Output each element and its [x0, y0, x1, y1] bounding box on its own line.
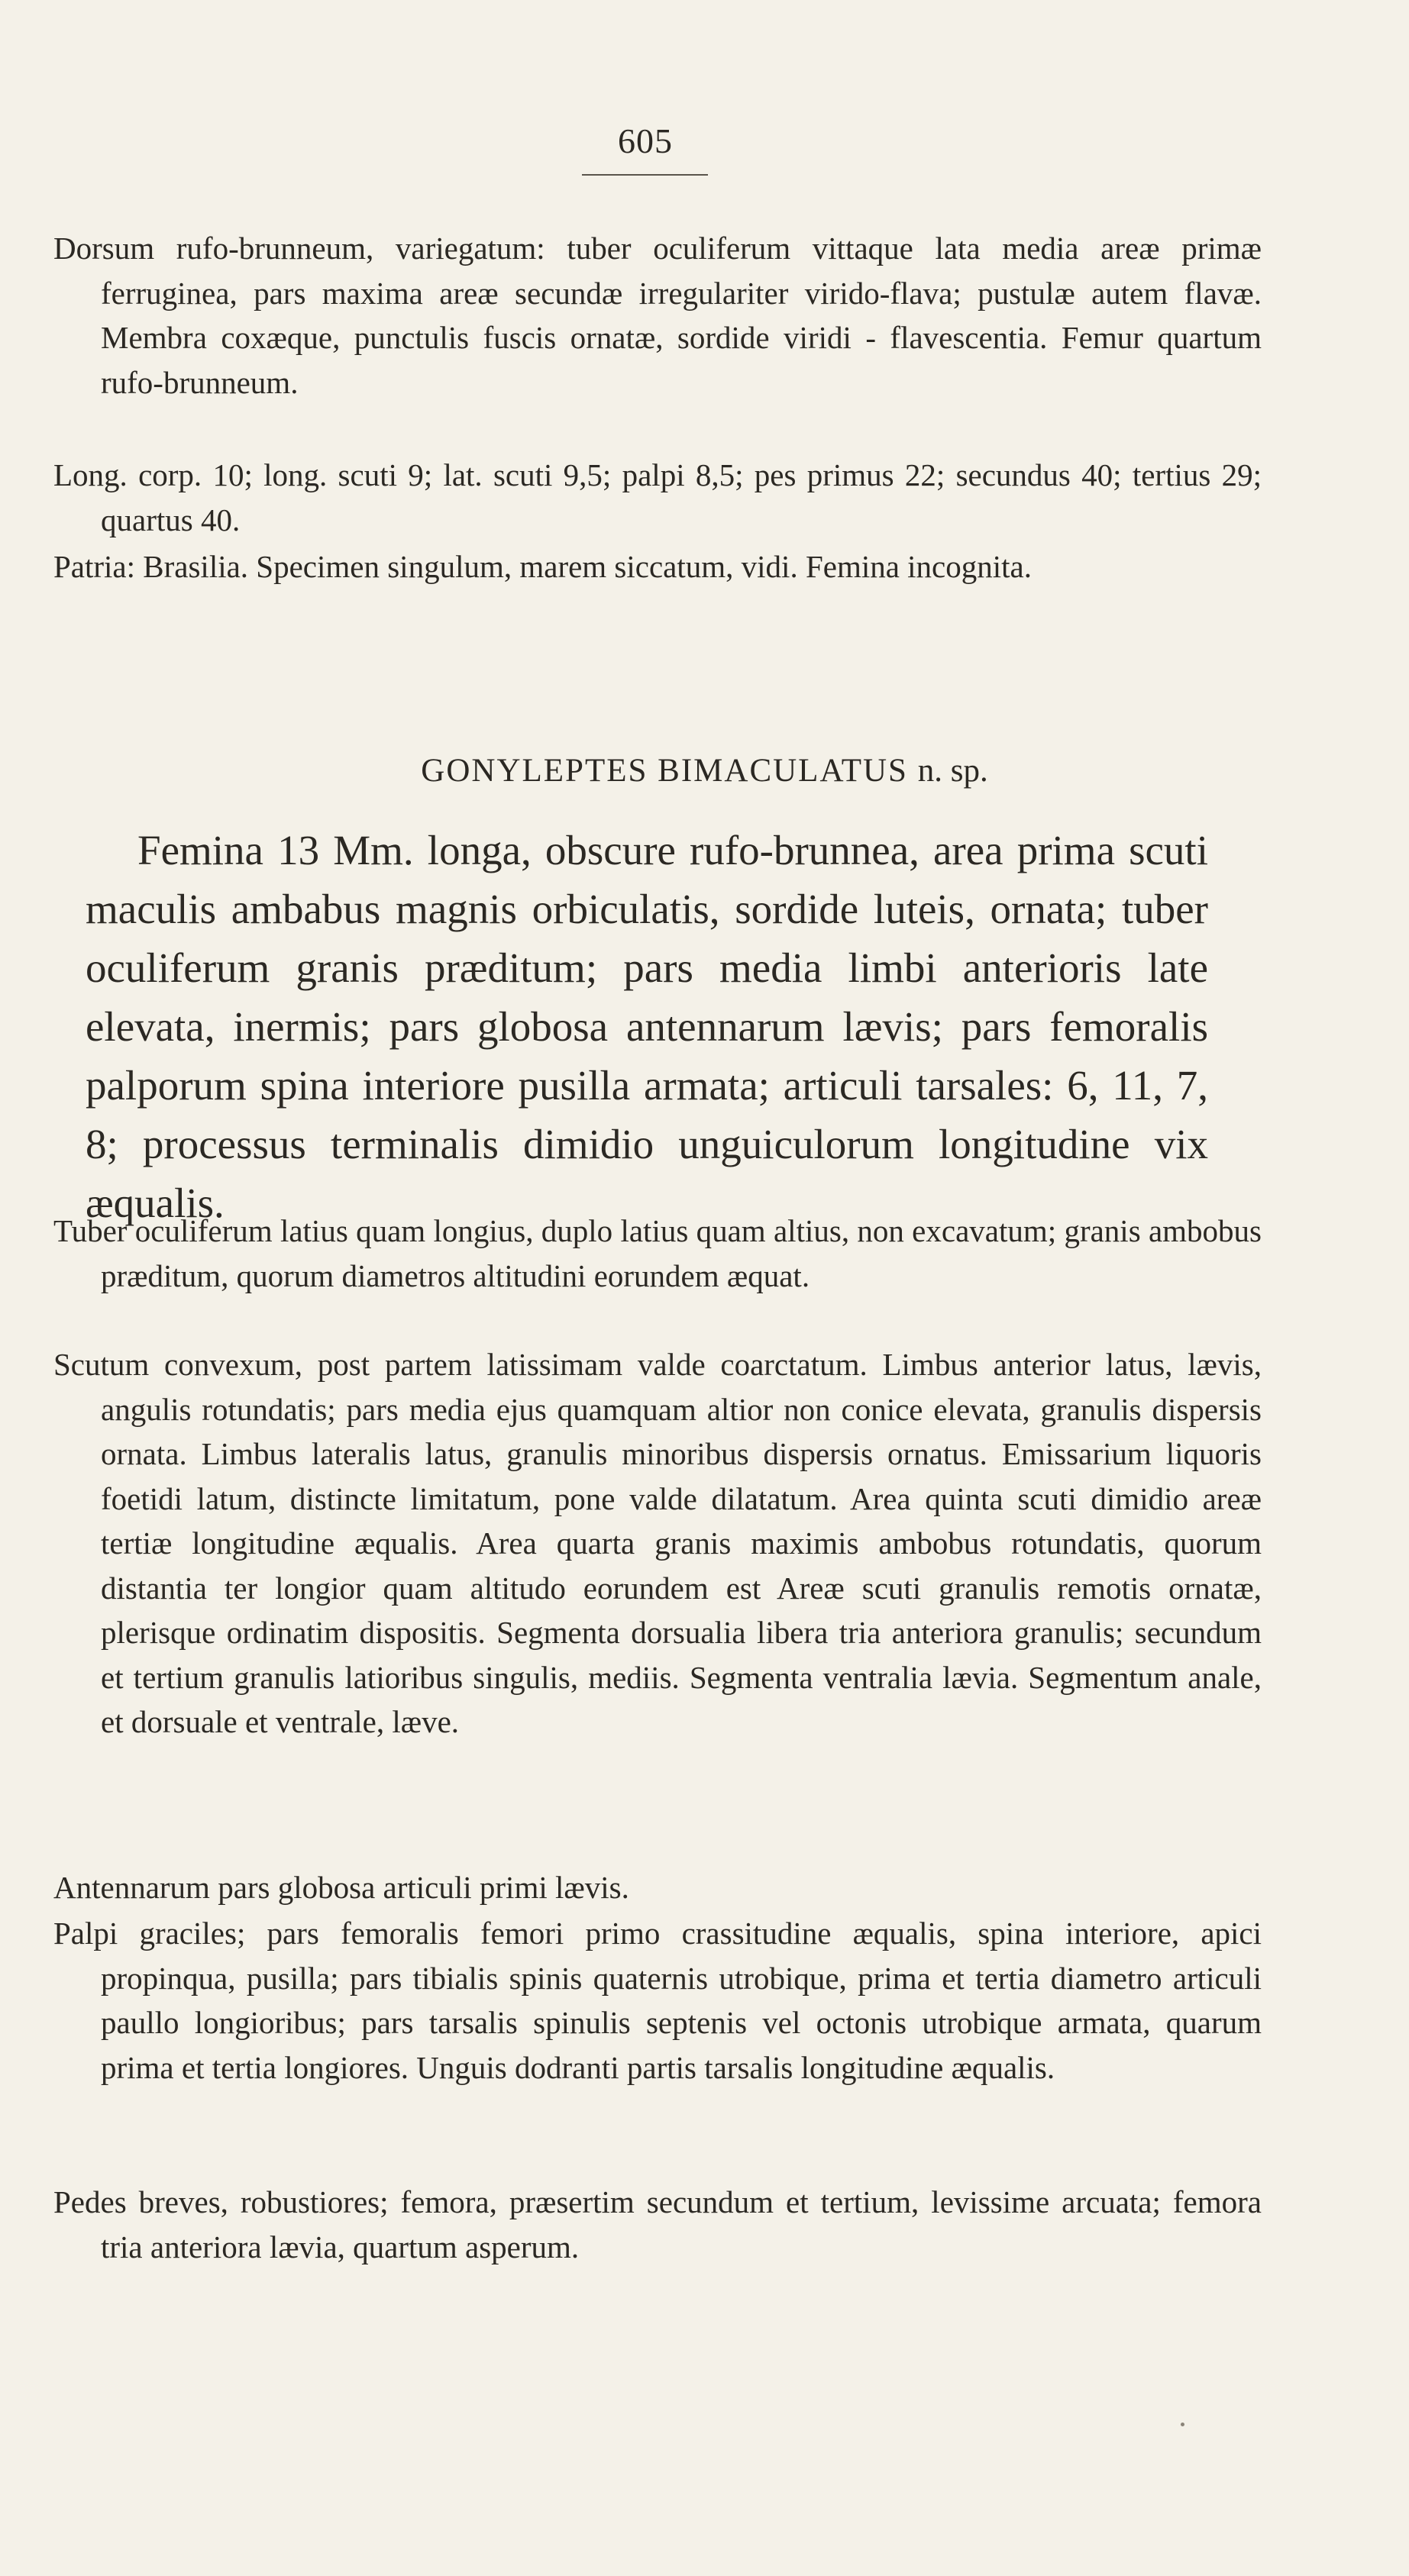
species-diagnosis: Femina 13 Mm. longa, obscure rufo-brunnea, area prima scuti maculis ambabus magnis orbiculatis, sordide luteis, ornata; tuber oculiferum granis præditum; pars media limbi anterioris late elevata, inermis; pars globosa antennarum lævis; pars femoralis palporum spina interiore pusilla armata; articuli tarsales: 6, 11, 7, 8; processus terminalis dimidio unguiculorum longitudine vix æqualis.: [86, 827, 1208, 1226]
paragraph-patria: Patria: Brasilia. Specimen singulum, marem siccatum, vidi. Femina incognita.: [53, 549, 1032, 584]
new-species-marker: n. sp.: [917, 753, 988, 789]
page-number: 605: [618, 121, 673, 160]
paragraph-scutum: Scutum convexum, post partem latissimam valde coarctatum. Limbus anterior latus, lævis, angulis rotundatis; pars media ejus quamquam altior non conice elevata, granulis dispersis ornata. Limbus lateralis latus, granulis minoribus dispersis ornatus. Emissarium liquoris foetidi latum, distincte limitatum, pone valde dilatatum. Area quinta scuti dimidio areæ tertiæ longitudine æqualis. Area quarta granis maximis ambobus rotundatis, quorum distantia ter longior quam altitudo eorundem est Areæ scuti granulis remotis ornatæ, plerisque ordinatim dispositis. Segmenta dorsualia libera tria anteriora granulis; secundum et tertium granulis latioribus singulis, mediis. Segmenta ventralia lævia. Segmentum anale, et dorsuale et ventrale, læve.: [53, 1347, 1262, 1739]
page-number-rule: [582, 174, 708, 176]
paragraph-pedes: Pedes breves, robustiores; femora, præsertim secundum et tertium, levissime arcuata; femora tria anteriora lævia, quartum asperum.: [53, 2184, 1262, 2264]
paragraph-palpi: Palpi graciles; pars femoralis femori primo crassitudine æqualis, spina interiore, apici propinqua, pusilla; pars tibialis spinis quaternis utrobique, prima et tertia diametro articuli paullo longioribus; pars tarsalis spinulis septenis vel octonis utrobique armata, quarum prima et tertia longiores. Unguis dodranti partis tarsalis longitudine æqualis.: [53, 1916, 1262, 2085]
species-name: GONYLEPTES BIMACULATUS: [421, 753, 908, 789]
species-heading: [0, 752, 1409, 789]
paragraph-measurements: Long. corp. 10; long. scuti 9; lat. scuti 9,5; palpi 8,5; pes primus 22; secundus 40; tertius 29; quartus 40.: [53, 457, 1262, 537]
paragraph-tuber: Tuber oculiferum latius quam longius, duplo latius quam altius, non excavatum; granis ambobus præditum, quorum diametros altitudini eorundem æquat.: [53, 1213, 1262, 1293]
paragraph-dorsum: Dorsum rufo-brunneum, variegatum: tuber oculiferum vittaque lata media areæ primæ ferruginea, pars maxima areæ secundæ irregulariter virido-flava; pustulæ autem flavæ. Membra coxæque, punctulis fuscis ornatæ, sordide viridi - flavescentia. Femur quartum rufo-brunneum.: [53, 231, 1262, 400]
paper-speck: [1181, 2423, 1184, 2426]
paragraph-antennae: Antennarum pars globosa articuli primi lævis.: [53, 1870, 629, 1905]
